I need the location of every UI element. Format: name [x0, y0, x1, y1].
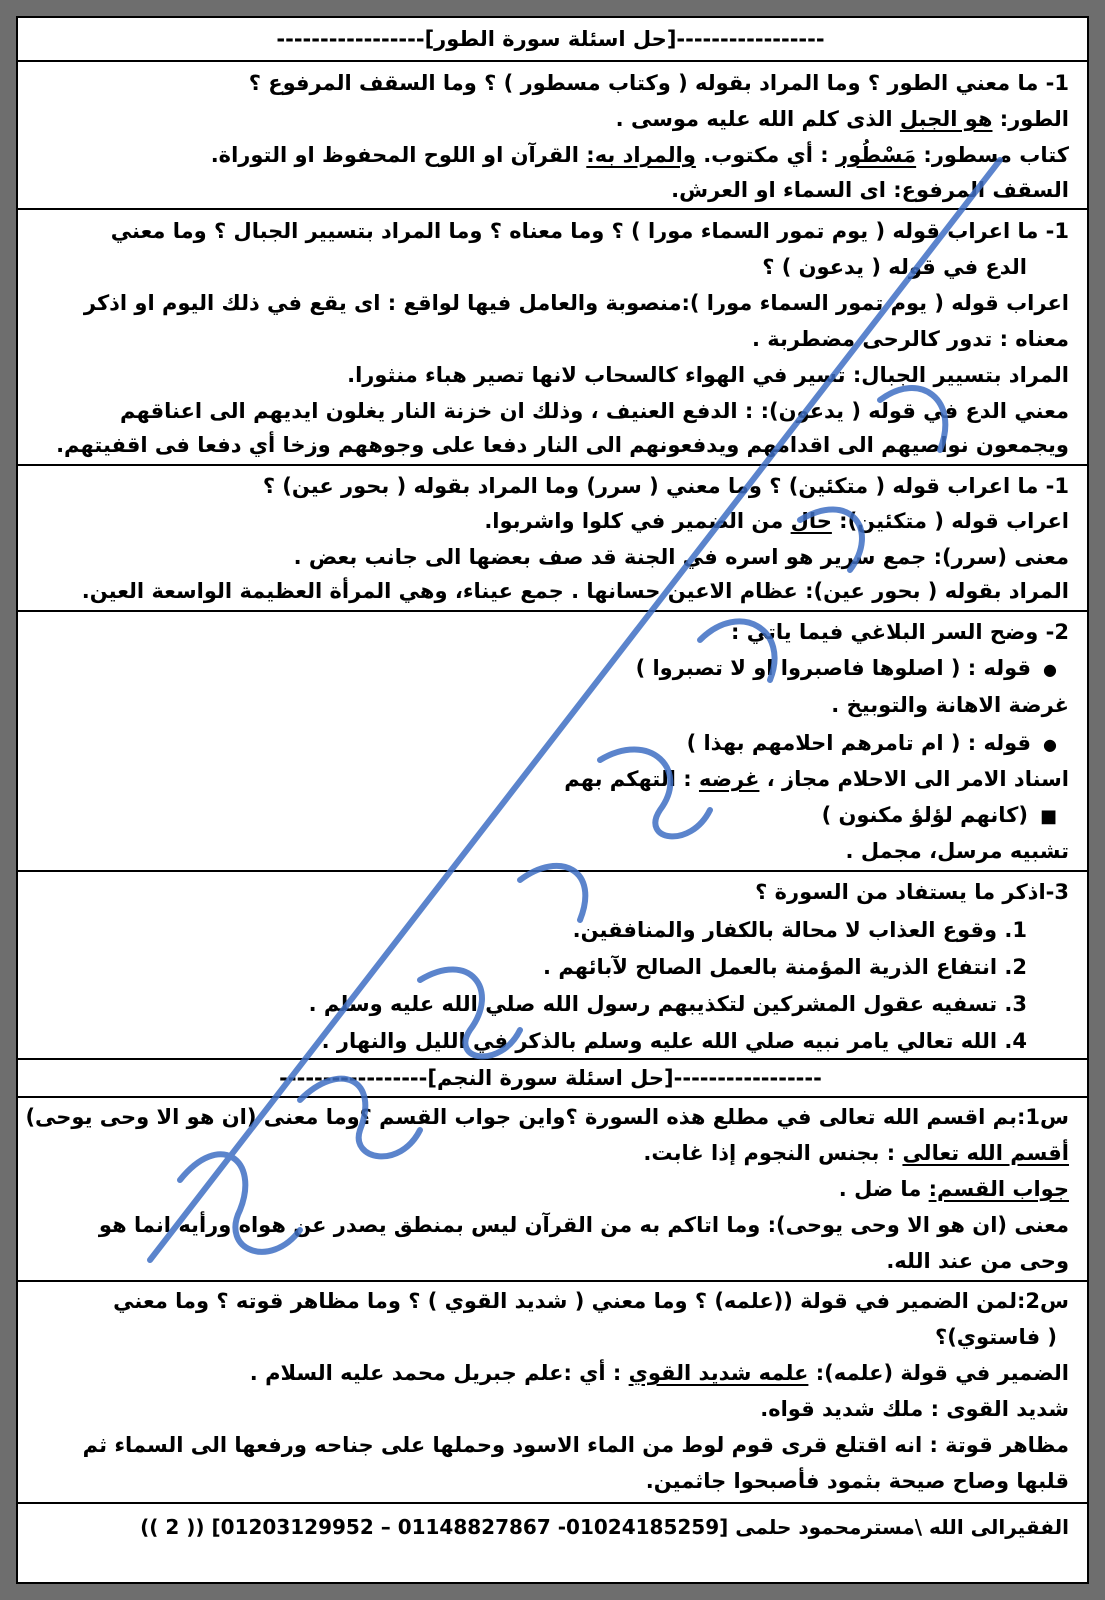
tur-q2-answer-1-line1: اعراب قوله ( يوم تمور السماء مورا ):منصوبة والعامل فيها لواقع : اى يقع في ذلك اليوم او اذكر [83, 291, 1069, 315]
tur-q2-question-line2: الدع في قوله ( يدعون ) ؟ [762, 255, 1027, 279]
najm-q1-answer-3-line1: معنى (ان هو الا وحى يوحى): وما اتاكم به من القرآن ليس بمنطق يصدر عن هواه ورأيه انما هو [98, 1213, 1069, 1237]
bullet-text: قوله : ( ام تامرهم احلامهم بهذا ) [686, 731, 1032, 755]
divider [18, 1502, 1087, 1504]
tur-section-title: -----------------[حل اسئلة سورة الطور]----------------- [276, 27, 825, 51]
tur-q5-question: 3-اذكر ما يستفاد من السورة ؟ [755, 880, 1069, 904]
najm-q1-answer-2 [32, 1172, 1069, 1206]
tur-q5-item-2: 2. انتفاع الذرية المؤمنة بالعمل الصالح لآبائهم . [543, 955, 1027, 979]
najm-q1-answer-3-line2: وحى من عند الله. [886, 1249, 1069, 1273]
underlined-text: علمه شديد القوي [628, 1361, 809, 1385]
najm-section-title: -----------------[حل اسئلة سورة النجم]----------------- [279, 1066, 822, 1090]
label: كتاب مسطور: [916, 143, 1069, 167]
underlined-text: مَسْطُور [836, 143, 917, 167]
bullet-text: قوله : ( اصلوها فاصبروا او لا تصبروا ) [635, 656, 1032, 680]
divider [18, 208, 1087, 210]
label: اعراب قوله ( متكئين): [831, 509, 1069, 533]
answer-text: : أي :علم جبريل محمد عليه السلام . [249, 1361, 629, 1385]
tur-q3-answer-3: المراد بقوله ( بحور عين): عظام الاعين حسانها . جمع عيناء، وهي المرأة العظيمة الواسعة العين. [81, 579, 1069, 603]
tur-q1-question: 1- ما معني الطور ؟ وما المراد بقوله ( وكتاب مسطور ) ؟ وما السقف المرفوع ؟ [248, 71, 1069, 95]
bullet-icon [1031, 656, 1057, 680]
tur-q4-question: 2- وضح السر البلاغي فيما ياتي : [731, 620, 1069, 644]
divider [18, 1096, 1087, 1098]
divider [18, 1280, 1087, 1282]
divider [18, 610, 1087, 612]
bullet-icon [1031, 731, 1057, 755]
tur-q2-answer-1-line2: معناه : تدور كالرحى مضطربة . [751, 327, 1069, 351]
tur-q2-question-line1: 1- ما اعراب قوله ( يوم تمور السماء مورا ) ؟ وما معناه ؟ وما المراد بتسيير الجبال ؟ وما معني [110, 219, 1069, 243]
underlined-text: حال [790, 509, 832, 533]
tur-q5-item-1: 1. وقوع العذاب لا محالة بالكفار والمنافقين. [572, 918, 1027, 942]
answer-text: : بجنس النجوم إذا غابت. [643, 1141, 903, 1165]
najm-q2-answer-1 [32, 1356, 1069, 1390]
answer-text: من الضمير في كلوا واشربوا. [484, 509, 791, 533]
tur-q1-answer-2 [32, 138, 1069, 172]
tur-q2-answer-3-line1: معني الدع في قوله ( يدعون): : الدفع العنيف ، وذلك ان خزنة النار يغلون ايديهم الى اعناقهم [120, 399, 1069, 423]
divider [18, 60, 1087, 62]
tur-q5-item-4: 4. الله تعالي يامر نبيه صلي الله عليه وسلم بالذكر في الليل والنهار . [321, 1029, 1027, 1053]
tur-q4-bullet-3 [32, 798, 1057, 834]
najm-q2-answer-2: شديد القوى : ملك شديد قواه. [760, 1397, 1069, 1421]
tur-q4-bullet-1 [32, 651, 1057, 687]
tur-q4-bullet-2-answer [32, 762, 1069, 796]
tur-q5-item-3: 3. تسفيه عقول المشركين لتكذيبهم رسول الله صلي الله عليه وسلم . [308, 992, 1027, 1016]
najm-q2-answer-3-line2: قلبها وصاح صيحة بثمود فأصبحوا جاثمين. [645, 1469, 1069, 1493]
underlined-text: والمراد به: [586, 143, 696, 167]
label: الطور: [999, 107, 1069, 131]
label: الضمير في قولة (علمه): [808, 1361, 1069, 1385]
underlined-text: أقسم الله تعالى [902, 1141, 1069, 1165]
tur-q3-answer-2: معنى (سرر): جمع سرير هو اسره في الجنة قد صف بعضها الى جانب بعض . [293, 545, 1069, 569]
tur-q3-question: 1- ما اعراب قوله ( متكئين) ؟ وما معني ( سرر) وما المراد بقوله ( بحور عين) ؟ [262, 474, 1069, 498]
answer-text: : التهكم بهم [564, 767, 699, 791]
tur-q4-bullet-2 [32, 726, 1057, 762]
answer-text: القرآن او اللوح المحفوظ او التوراة. [210, 143, 587, 167]
tur-q3-answer-1 [32, 504, 1069, 538]
answer-text: ما ضل . [838, 1177, 929, 1201]
underlined-text: غرضه [698, 767, 760, 791]
divider [18, 870, 1087, 872]
underlined-text: جواب القسم: [928, 1177, 1069, 1201]
divider [18, 464, 1087, 466]
answer-text: : أي مكتوب. [695, 143, 837, 167]
tur-q1-answer-1 [32, 102, 1069, 136]
answer-text: الذى كلم الله عليه موسى . [615, 107, 900, 131]
bullet-text: (كانهم لؤلؤ مكنون ) [821, 803, 1028, 827]
tur-q2-answer-3-line2: ويجمعون نواصيهم الى اقدامهم ويدفعونهم الى النار دفعا على وجوههم وزخا أي دفعا فى اقفيتهم. [56, 433, 1069, 457]
najm-q1-answer-1 [32, 1136, 1069, 1170]
tur-q2-answer-2: المراد بتسيير الجبال: تسير في الهواء كالسحاب لانها تصير هباء منثورا. [347, 363, 1069, 387]
document-page [16, 16, 1089, 1584]
tur-q4-bullet-3-answer: تشبيه مرسل، مجمل . [845, 839, 1069, 863]
underlined-text: هو الجبل [899, 107, 993, 131]
najm-q2-question-line1: س2:لمن الضمير في قولة ((علمه) ؟ وما معني ( شديد القوي ) ؟ وما مظاهر قوته ؟ وما معني [113, 1289, 1069, 1313]
najm-q1-question: س1:بم اقسم الله تعالى في مطلع هذه السورة ؟واين جواب القسم ؟وما معنى (ان هو الا وحى يوحى) [25, 1105, 1069, 1129]
answer-text: اسناد الامر الى الاحلام مجاز ، [759, 767, 1069, 791]
najm-q2-answer-3-line1: مظاهر قوتة : انه اقتلع قرى قوم لوط من الماء الاسود وحملها على جناحه ورفعها الى السماء ثم [82, 1433, 1069, 1457]
divider [18, 1058, 1087, 1060]
square-bullet-icon [1028, 803, 1057, 827]
tur-q1-answer-3: السقف المرفوع: اى السماء او العرش. [671, 178, 1069, 202]
tur-q4-bullet-1-answer: غرضة الاهانة والتوبيخ . [831, 693, 1069, 717]
footer: الفقيرالى الله \مسترمحمود حلمى [01024185259- 01148827867 – 01203129952] (( 2 )) [140, 1515, 1069, 1539]
najm-q2-question-line2: ( فاستوي)؟ [935, 1325, 1057, 1349]
